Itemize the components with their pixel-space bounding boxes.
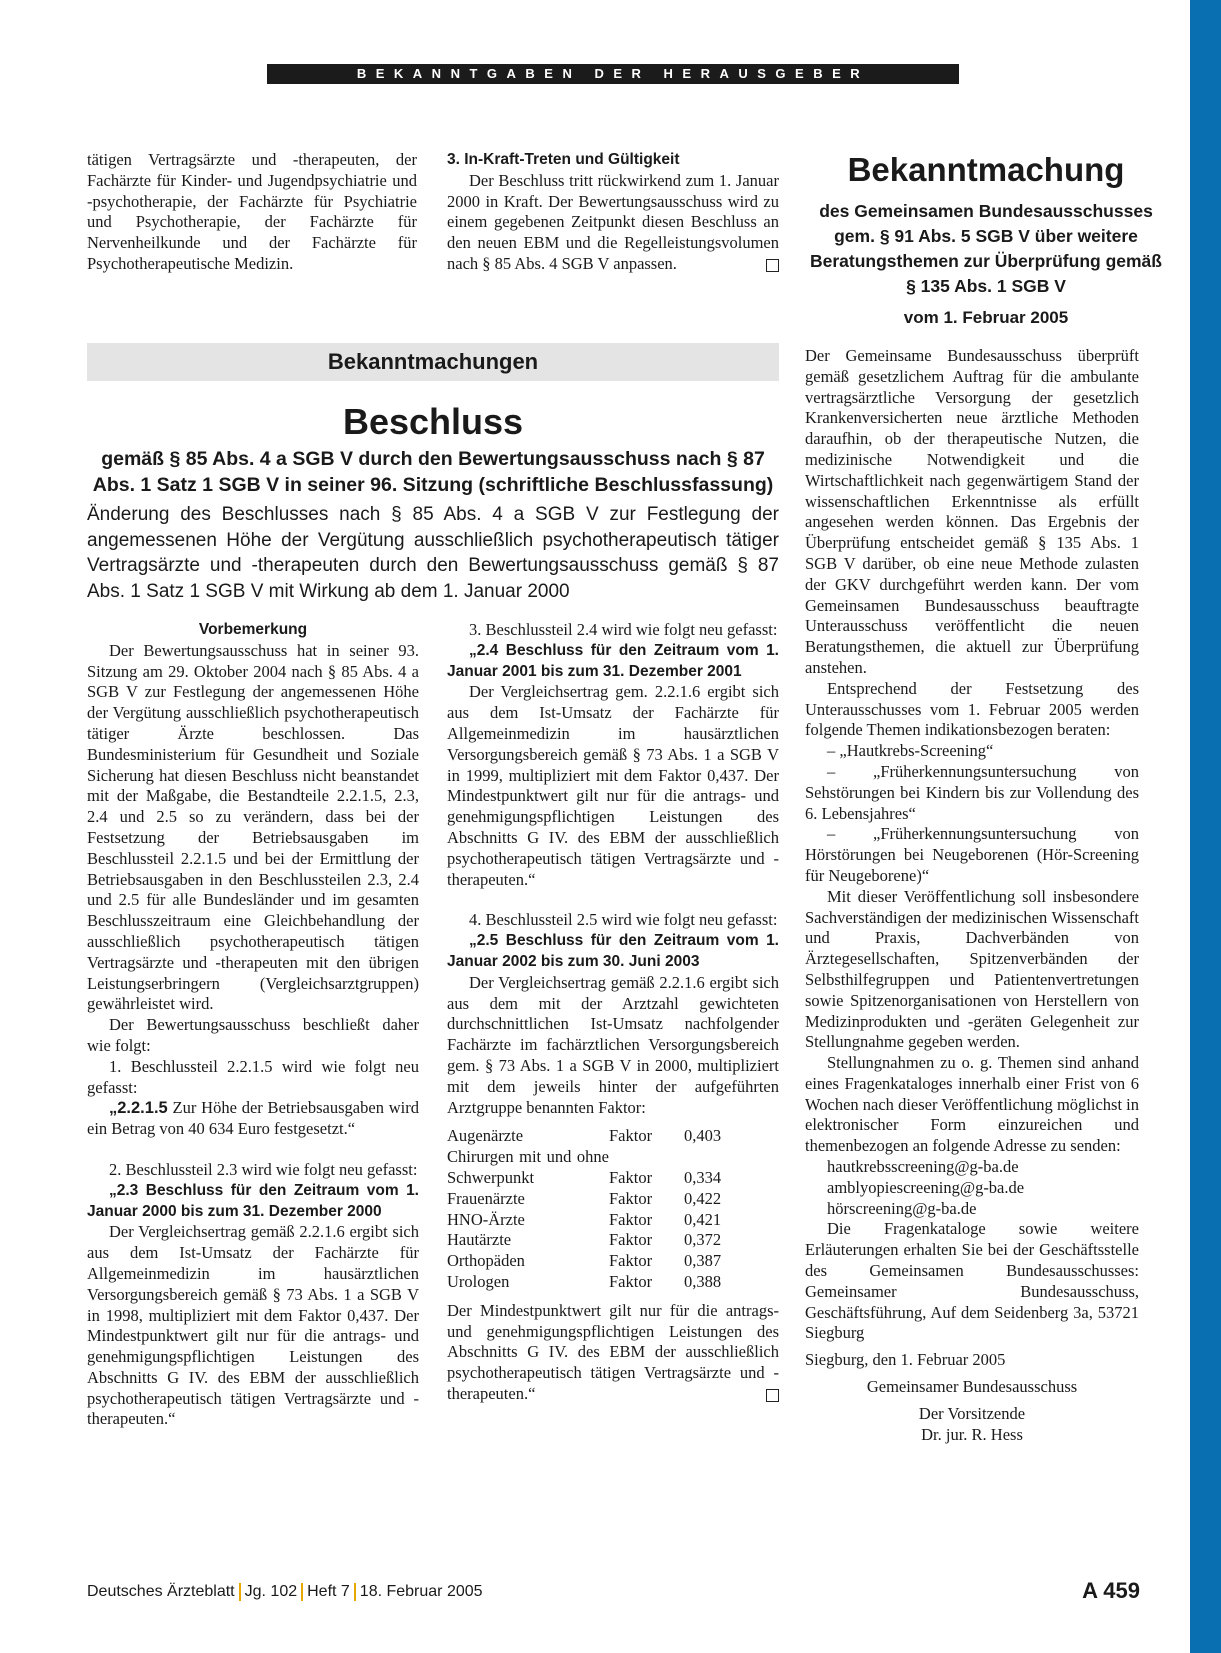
- table-row: HNO-Ärzte Faktor 0,421: [447, 1209, 722, 1229]
- bekanntmachung-date: vom 1. Februar 2005: [903, 308, 1069, 327]
- signature-org: Gemeinsamer Bundesausschuss: [866, 1377, 1078, 1397]
- email-link[interactable]: hörscreening@g-ba.de: [827, 1198, 977, 1218]
- paragraph: Der Bewertungsausschuss beschließt daher wie folgt:: [87, 1015, 419, 1055]
- paragraph: 3. Beschlussteil 2.4 wird wie folgt neu gefasst:: [469, 620, 778, 639]
- vorbemerkung-text: Der Bewertungsausschuss hat in seiner 93. Sitzung am 29. Oktober 2004 nach § 85 Abs. 4 a SGB V zur Festlegung der angemessenen Höhe der Vergütung ausschließlich psychotherapeutisch tätiger Ärzte beschlossen. Das Bundesministerium für Gesundheit und Soziale Sicherung hat diesen Beschluss nicht beanstandet mit der Maßgabe, die Bestandteile 2.2.1.5, 2.3, 2.4 und 2.5 so zu verändern, dass bei der Festsetzung der Betriebsausgaben im Beschlussteil 2.2.1.5 und bei der Ermittlung der Betriebsausgaben in den Beschlussteilen 2.3, 2.4 und 2.5 für alle Bundesländer und im gesamten Beschlusszeitraum eine Gleichbehandlung der ausschließlich psychotherapeutisch tätigen Vertragsärzte und -therapeuten mit den übrigen Leistungserbringern (Vergleichsarztgruppen) gewährleistet wird.: [87, 640, 419, 1014]
- section-header: BEKANNTGABEN DER HERAUSGEBER: [267, 64, 959, 84]
- signature-name: Dr. jur. R. Hess: [921, 1424, 1023, 1444]
- bekanntmachung-column: [805, 346, 1139, 1445]
- top-left-column: [87, 150, 417, 275]
- list-item: – „Hautkrebs-Screening“: [827, 741, 994, 761]
- paragraph: Mit dieser Veröffentlichung soll insbesondere Sachverständigen der medizinischen Wissenschaft und Praxis, Dachverbänden von Ärztegesellschaften, Spitzenverbänden der Selbsthilfegruppen und Patientenvertretungen sowie Spitzenorganisationen von Herstellern von Medizinprodukten und -geräten Gelegenheit zur Stellungnahme gegeben werden.: [805, 886, 1139, 1052]
- faktor-table: [447, 1126, 721, 1292]
- beschluss-title: Beschluss: [342, 401, 524, 442]
- email-link[interactable]: amblyopiescreening@g-ba.de: [827, 1177, 1025, 1197]
- bekanntmachung-title: Bekanntmachung: [847, 151, 1125, 188]
- paragraph: Die Fragenkataloge sowie weitere Erläuterungen erhalten Sie bei der Geschäftsstelle des Gemeinsamen Bundesausschusses: Gemeinsamer Bundesausschuss, Geschäftsführung, Auf dem Seidenberg 3a, 53721 Siegburg: [805, 1219, 1139, 1343]
- beschluss-column-1: [87, 620, 419, 1430]
- table-row: Chirurgen mit und ohne Schwerpunkt Faktor 0,334: [447, 1147, 722, 1187]
- vorbemerkung-heading: Vorbemerkung: [198, 621, 308, 638]
- end-mark-icon: [766, 259, 779, 272]
- beschluss-column-2: [447, 620, 779, 1405]
- footer-separator: [354, 1583, 356, 1601]
- table-row: Urologen Faktor 0,388: [447, 1271, 722, 1291]
- side-color-bar: [1190, 0, 1221, 1653]
- journal-name: Deutsches Ärzteblatt: [87, 1583, 235, 1600]
- beschluss-subtitle: gemäß § 85 Abs. 4 a SGB V durch den Bewertungsausschuss nach § 87 Abs. 1 Satz 1 SGB V in seiner 96. Sitzung (schriftliche Beschlussfassung): [92, 448, 774, 496]
- beschluss-intro: Änderung des Beschlusses nach § 85 Abs. 4 a SGB V zur Festlegung der angemessenen Höhe der Vergütung ausschließlich psychotherapeutisch tätiger Vertragsärzte und -therapeuten durch den Bewertungsausschuss gemäß § 87 Abs. 1 Satz 1 SGB V mit Wirkung ab dem 1. Januar 2000: [87, 504, 779, 602]
- inkraft-heading: 3. In-Kraft-Treten und Gültigkeit: [447, 151, 680, 168]
- top-middle-column: [447, 150, 779, 275]
- paragraph: Der Mindestpunktwert gilt nur für die antrags- und genehmigungspflichtigen Leistungen des Abschnitts G IV. des EBM der ausschließlich psychotherapeutisch tätigen Vertragsärzte und -therapeuten.“: [447, 1300, 779, 1403]
- table-row: Hautärzte Faktor 0,372: [447, 1230, 722, 1250]
- journal-issue: Heft 7: [307, 1583, 350, 1600]
- section-number: „2.2.1.5: [109, 1099, 168, 1118]
- email-link[interactable]: hautkrebsscreening@g-ba.de: [827, 1157, 1019, 1177]
- paragraph: Der Gemeinsame Bundesausschuss überprüft gemäß gesetzlichem Auftrag für die ambulante vertragsärztliche Versorgung der gesetzlich Krankenversicherten neue ärztliche Methoden daraufhin, ob der therapeutische Nutzen, die medizinische Notwendigkeit und die Wirtschaftlichkeit nach gegenwärtigem Stand der wissenschaftlichen Erkenntnisse als erfüllt angesehen werden können. Das Ergebnis der Überprüfung entscheidet gemäß § 135 Abs. 1 SGB V darüber, ob eine neue Methode zulasten der GKV durchgeführt werden kann. Der vom Gemeinsamen Bundesausschuss beauftragte Unterausschuss veröffentlicht die neuen Beratungsthemen, die aktuell zur Überprüfung anstehen.: [805, 346, 1139, 677]
- paragraph: Der Vergleichsertrag gem. 2.2.1.6 ergibt sich aus dem Ist-Umsatz der Fachärzte für Allgemeinmedizin im hausärztlichen Versorgungsbereich gemäß § 73 Abs. 1 a SGB V in 1999, multipliziert mit dem Faktor 0,437. Der Mindestpunktwert gilt nur für die antrags- und genehmigungspflichtigen Leistungen des Abschnitts G IV. des EBM der ausschließlich psychotherapeutisch tätigen Vertragsärzte und -therapeuten.“: [447, 682, 779, 889]
- paragraph: 1. Beschlussteil 2.2.1.5 wird wie folgt neu gefasst:: [87, 1056, 419, 1097]
- signature-role: Der Vorsitzende: [918, 1403, 1026, 1423]
- journal-volume: Jg. 102: [244, 1583, 298, 1600]
- section-heading-2-5: „2.5 Beschluss für den Zeitraum vom 1. Januar 2002 bis zum 30. Juni 2003: [447, 932, 779, 970]
- footer-separator: [239, 1583, 241, 1601]
- table-row: Orthopäden Faktor 0,387: [447, 1251, 722, 1271]
- section-heading-2-3: „2.3 Beschluss für den Zeitraum vom 1. Januar 2000 bis zum 31. Dezember 2000: [87, 1181, 419, 1220]
- bekanntmachung-subtitle: des Gemeinsamen Bundesausschusses gem. § 91 Abs. 5 SGB V über weitere Beratungsthemen zur Überprüfung gemäß § 135 Abs. 1 SGB V: [810, 201, 1162, 296]
- journal-date: 18. Februar 2005: [359, 1583, 483, 1600]
- paragraph: Der Vergleichsertrag gemäß 2.2.1.6 ergibt sich aus dem mit der Arztzahl gewichteten durchschnittlichen Ist-Umsatz nachfolgender Fachärzte im fachärztlichen Versorgungsbereich gem. § 73 Abs. 1 a SGB V in 2000, multipliziert mit dem jeweils hinter der aufgeführten Arztgruppe benannten Faktor:: [447, 972, 779, 1117]
- continuation-text: tätigen Vertragsärzte und -therapeuten, der Fachärzte für Kinder- und Jugendpsychiatrie und -psychotherapie, der Fachärzte für Psychiatrie und Psychotherapie, der Fachärzte für Nervenheilkunde und der Fachärzte für Psychotherapeutische Medizin.: [87, 150, 417, 273]
- table-row: Augenärzte Faktor 0,403: [447, 1126, 722, 1146]
- table-row: Frauenärzte Faktor 0,422: [447, 1188, 722, 1208]
- list-item: – „Früherkennungsuntersuchung von Hörstörungen bei Neugeborenen (Hör-Screening für Neugeborene)“: [805, 824, 1139, 885]
- place-date: Siegburg, den 1. Februar 2005: [805, 1350, 1006, 1370]
- bekanntmachungen-band: Bekanntmachungen: [87, 343, 779, 381]
- list-item: – „Früherkennungsuntersuchung von Sehstörungen bei Kindern bis zur Vollendung des 6. Lebensjahres“: [805, 761, 1139, 823]
- page-number: A 459: [1082, 1578, 1140, 1603]
- paragraph: Entsprechend der Festsetzung des Unterausschusses vom 1. Februar 2005 werden folgende Themen indikationsbezogen beraten:: [805, 678, 1139, 740]
- inkraft-text: Der Beschluss tritt rückwirkend zum 1. Januar 2000 in Kraft. Der Bewertungsausschuss wird zu einem gegebenen Zeitpunkt diesen Beschluss an den neuen EBM und die Regelleistungsvolumen nach § 85 Abs. 4 SGB V anpassen.: [447, 170, 779, 273]
- paragraph: Zur Höhe der Betriebsausgaben wird ein Betrag von 40 634 Euro festgesetzt.“: [87, 1098, 419, 1139]
- paragraph: Der Vergleichsertrag gemäß 2.2.1.6 ergibt sich aus dem Ist-Umsatz der Fachärzte für Allgemeinmedizin im hausärztlichen Versorgungsbereich gemäß § 73 Abs. 1 a SGB V in 1998, multipliziert mit dem Faktor 0,437. Der Mindestpunktwert gilt nur für die antrags- und genehmigungspflichtigen Leistungen des Abschnitts G IV. des EBM der ausschließlich psychotherapeutisch tätigen Vertragsärzte und -therapeuten.“: [87, 1222, 419, 1429]
- footer-separator: [301, 1583, 303, 1601]
- page-footer: [87, 1581, 1137, 1603]
- end-mark-icon: [766, 1389, 779, 1402]
- paragraph: 2. Beschlussteil 2.3 wird wie folgt neu gefasst:: [109, 1159, 418, 1179]
- paragraph: 4. Beschlussteil 2.5 wird wie folgt neu gefasst:: [469, 910, 778, 930]
- section-heading-2-4: „2.4 Beschluss für den Zeitraum vom 1. Januar 2001 bis zum 31. Dezember 2001: [447, 641, 779, 680]
- paragraph: Stellungnahmen zu o. g. Themen sind anhand eines Fragenkataloges innerhalb einer Frist von 6 Wochen nach dieser Veröffentlichung möglichst in elektronischer Form einzureichen und themenbezogen an folgende Adresse zu senden:: [805, 1053, 1139, 1156]
